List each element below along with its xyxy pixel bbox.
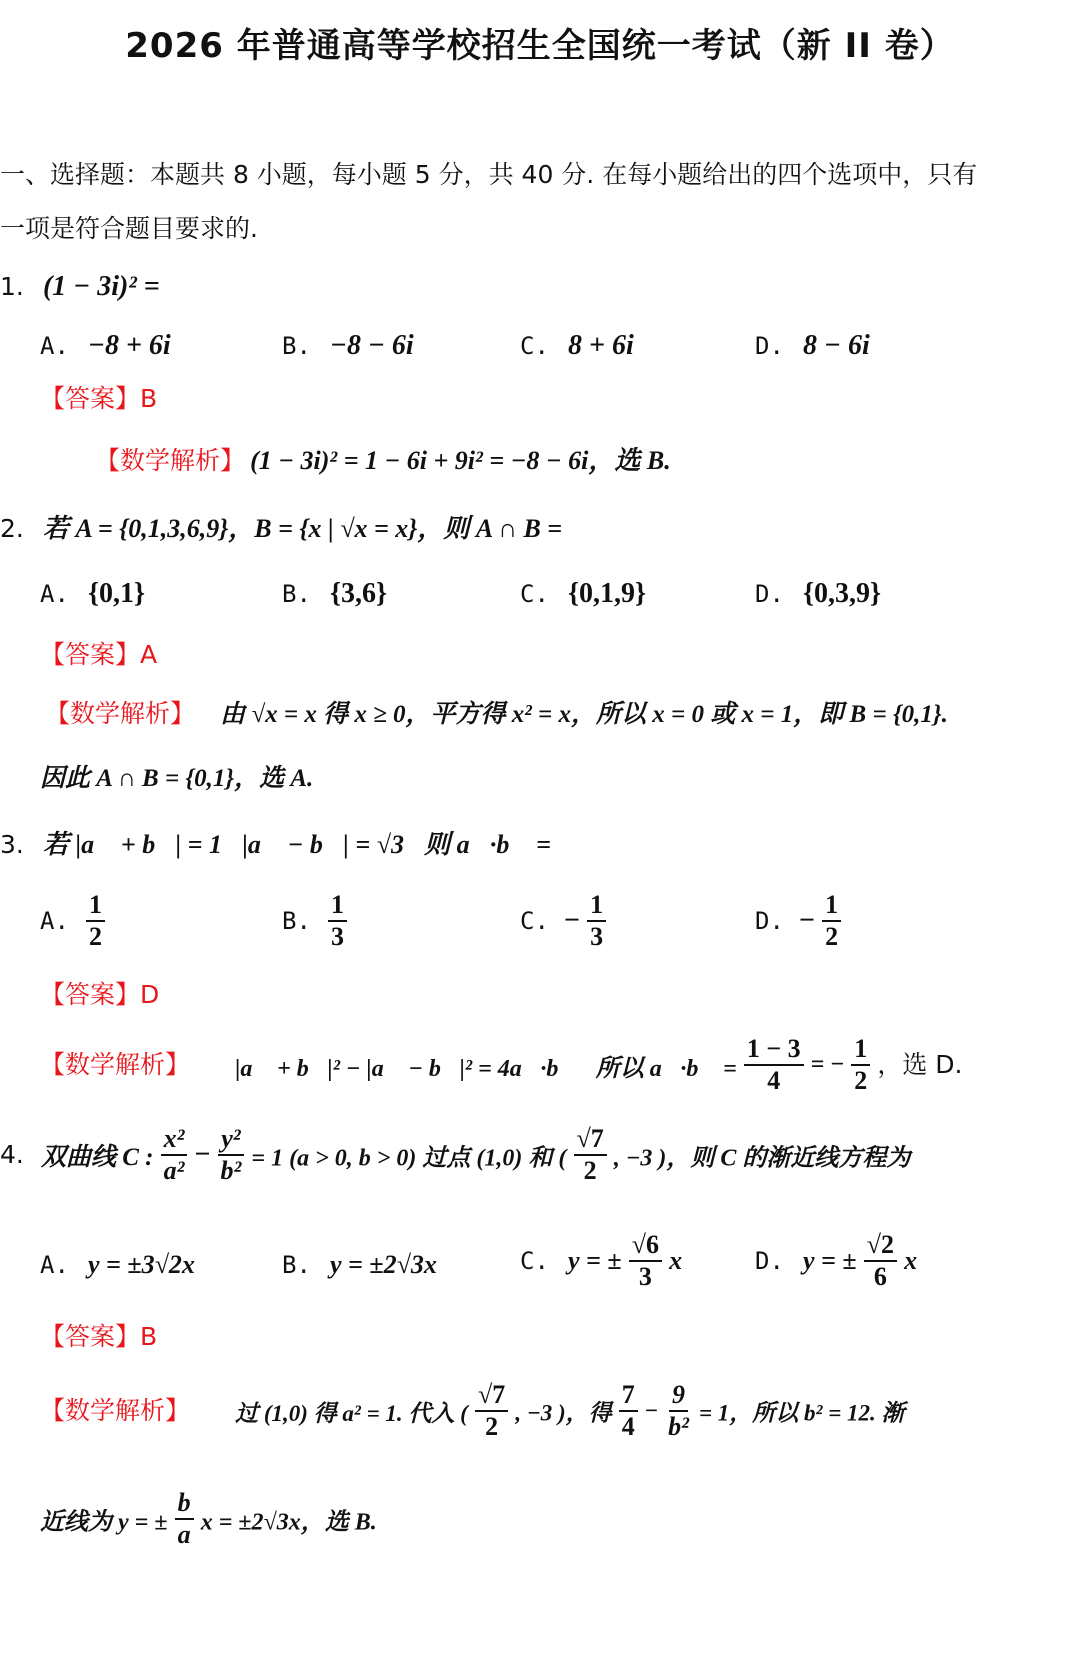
q1-analysis xyxy=(95,440,671,478)
q1-option-a[interactable] xyxy=(40,330,171,362)
option-text: 8 + 6i xyxy=(568,330,634,361)
analysis-operator: − xyxy=(644,1398,658,1423)
option-fraction xyxy=(587,890,606,952)
denominator: 4 xyxy=(767,1066,781,1095)
option-letter: A. xyxy=(40,580,69,608)
denominator: a xyxy=(177,1520,191,1549)
analysis-fraction xyxy=(619,1380,638,1442)
numerator: √6 xyxy=(629,1230,662,1262)
question-number: 1. xyxy=(0,272,24,301)
denominator: 2 xyxy=(485,1412,499,1441)
option-letter: B. xyxy=(282,907,311,935)
q3-answer xyxy=(40,978,159,1012)
option-text: x xyxy=(669,1246,683,1275)
analysis-text: = − xyxy=(810,1051,845,1078)
option-text: {0,1} xyxy=(88,578,146,609)
analysis-text: , −3 )，得 xyxy=(515,1400,612,1426)
numerator: 1 xyxy=(328,890,347,922)
option-sign: − xyxy=(564,905,580,936)
numerator: √7 xyxy=(475,1380,508,1412)
q2-answer xyxy=(40,638,157,672)
question-2 xyxy=(0,508,562,546)
option-letter: A. xyxy=(40,332,69,360)
question-stem: 若 A = {0,1,3,6,9}，B = {x | √x = x}，则 A ∩ B = xyxy=(42,514,563,543)
numerator: x² xyxy=(161,1124,188,1156)
denominator: 3 xyxy=(638,1262,652,1291)
question-stem: = 1 (a > 0, b > 0) 过点 (1,0) 和 ( xyxy=(251,1145,567,1172)
answer-label: 【答案】 xyxy=(40,980,141,1009)
denominator: b² xyxy=(668,1412,689,1441)
analysis-text: 近线为 y = ± xyxy=(40,1509,168,1536)
analysis-text: = 1，所以 b² = 12. 渐 xyxy=(698,1400,905,1426)
option-letter: A. xyxy=(40,1251,69,1279)
q3-option-b[interactable] xyxy=(282,890,349,952)
q4-option-c[interactable] xyxy=(520,1230,682,1292)
answer-label: 【答案】 xyxy=(40,640,141,669)
question-stem: , −3 )，则 C 的渐近线方程为 xyxy=(613,1145,911,1172)
q1-option-c[interactable] xyxy=(520,330,634,362)
stem-fraction xyxy=(161,1124,188,1186)
option-letter: D. xyxy=(755,907,784,935)
section-instructions-line2: 一项是符合题目要求的. xyxy=(0,214,258,243)
question-stem: (1 − 3i)² = xyxy=(42,271,160,302)
numerator: y² xyxy=(218,1124,243,1156)
option-letter: A. xyxy=(40,907,69,935)
analysis-text: x = ±2√3x，选 B. xyxy=(200,1509,377,1536)
numerator: 1 xyxy=(86,890,105,922)
q2-option-b[interactable] xyxy=(282,578,387,610)
option-text: −8 − 6i xyxy=(330,330,414,361)
question-stem: 若 |a⃗ + b⃗| = 1，|a⃗ − b⃗| = √3，则 a⃗·b⃗ = xyxy=(42,830,551,859)
option-text: y = ±3√2x xyxy=(88,1250,195,1279)
q4-option-d[interactable] xyxy=(755,1230,917,1292)
q2-analysis xyxy=(45,694,948,731)
answer-label: 【答案】 xyxy=(40,1322,141,1351)
option-fraction xyxy=(86,890,105,952)
denominator: 2 xyxy=(854,1066,868,1095)
option-text: y = ± xyxy=(568,1246,622,1275)
q4-option-b[interactable] xyxy=(282,1250,437,1280)
analysis-label: 【数学解析】 xyxy=(40,1050,191,1079)
option-letter: C. xyxy=(520,907,549,935)
denominator: 3 xyxy=(590,922,604,951)
q3-analysis xyxy=(40,1034,962,1096)
question-number: 3. xyxy=(0,830,24,859)
denominator: 2 xyxy=(825,922,839,951)
option-text: {3,6} xyxy=(330,578,388,609)
numerator: 9 xyxy=(669,1380,688,1412)
option-fraction xyxy=(822,890,841,952)
denominator: b² xyxy=(220,1156,242,1185)
q2-option-d[interactable] xyxy=(755,578,881,610)
denominator: a² xyxy=(163,1156,185,1185)
analysis-text: (1 − 3i)² = 1 − 6i + 9i² = −8 − 6i，选 B. xyxy=(250,446,671,475)
q3-option-a[interactable] xyxy=(40,890,107,952)
analysis-fraction xyxy=(851,1034,870,1096)
option-text: {0,3,9} xyxy=(803,578,882,609)
analysis-fraction xyxy=(475,1380,508,1442)
option-letter: B. xyxy=(282,1251,311,1279)
numerator: √7 xyxy=(574,1124,607,1156)
question-stem: 双曲线 C : xyxy=(40,1144,154,1171)
answer-value: A xyxy=(140,640,158,669)
option-sign: − xyxy=(799,905,815,936)
stem-fraction xyxy=(574,1124,607,1186)
q3-option-d[interactable] xyxy=(755,890,843,952)
option-text: 8 − 6i xyxy=(803,330,870,361)
option-fraction xyxy=(328,890,347,952)
answer-value: B xyxy=(140,384,158,413)
q4-analysis xyxy=(40,1380,905,1442)
q4-option-a[interactable] xyxy=(40,1250,195,1280)
option-text: −8 + 6i xyxy=(88,330,171,361)
answer-value: B xyxy=(140,1322,158,1351)
analysis-text: ，选 D. xyxy=(877,1050,963,1079)
denominator: 6 xyxy=(873,1262,887,1291)
numerator: 7 xyxy=(619,1380,638,1412)
option-fraction xyxy=(629,1230,662,1292)
option-letter: C. xyxy=(520,1247,549,1275)
q3-option-c[interactable] xyxy=(520,890,608,952)
analysis-label: 【数学解析】 xyxy=(45,699,196,728)
question-3 xyxy=(0,824,551,862)
numerator: 1 − 3 xyxy=(744,1034,804,1066)
denominator: 3 xyxy=(331,922,344,951)
stem-fraction xyxy=(218,1124,245,1186)
page-title: 2026 年普通高等学校招生全国统一考试（新 II 卷） xyxy=(125,26,955,66)
numerator: b xyxy=(175,1488,194,1520)
question-number: 4. xyxy=(0,1140,24,1169)
q4-answer xyxy=(40,1320,157,1354)
option-text: x xyxy=(904,1246,918,1275)
answer-label: 【答案】 xyxy=(40,384,141,413)
option-fraction xyxy=(864,1230,897,1292)
denominator: 4 xyxy=(621,1412,635,1441)
q2-option-a[interactable] xyxy=(40,578,145,610)
q4-analysis-cont xyxy=(40,1488,377,1550)
analysis-fraction xyxy=(665,1380,692,1442)
analysis-fraction xyxy=(744,1034,804,1096)
option-letter: D. xyxy=(755,580,784,608)
question-1 xyxy=(0,270,160,304)
analysis-fraction xyxy=(175,1488,194,1550)
option-letter: B. xyxy=(282,332,311,360)
question-number: 2. xyxy=(0,514,24,543)
section-instructions-line1: 一、选择题：本题共 8 小题，每小题 5 分，共 40 分. 在每小题给出的四个选项中，只有 xyxy=(0,160,978,189)
option-letter: C. xyxy=(520,580,549,608)
option-letter: D. xyxy=(755,332,784,360)
denominator: 2 xyxy=(583,1156,597,1185)
q1-option-d[interactable] xyxy=(755,330,870,362)
numerator: 1 xyxy=(851,1034,870,1066)
option-letter: B. xyxy=(282,580,311,608)
q2-analysis-cont xyxy=(40,758,313,794)
analysis-text: 因此 A ∩ B = {0,1}，选 A. xyxy=(40,765,314,792)
option-text: y = ±2√3x xyxy=(330,1250,437,1279)
option-letter: C. xyxy=(520,332,549,360)
denominator: 2 xyxy=(89,922,102,951)
numerator: √2 xyxy=(864,1230,897,1262)
stem-operator: − xyxy=(194,1139,211,1170)
analysis-text: |a⃗ + b⃗|² − |a⃗ − b⃗|² = 4a⃗·b⃗，所以 a⃗·b⃗ = xyxy=(235,1055,737,1082)
option-text: y = ± xyxy=(803,1246,857,1275)
analysis-text: 由 √x = x 得 x ≥ 0，平方得 x² = x，所以 x = 0 或 x = 1，即 B = {0,1}. xyxy=(220,701,948,728)
analysis-text: 过 (1,0) 得 a² = 1. 代入 ( xyxy=(235,1400,468,1426)
numerator: 1 xyxy=(587,890,606,922)
answer-value: D xyxy=(140,980,160,1009)
numerator: 1 xyxy=(822,890,841,922)
analysis-label: 【数学解析】 xyxy=(95,446,246,475)
option-text: {0,1,9} xyxy=(568,578,647,609)
q1-option-b[interactable] xyxy=(282,330,414,362)
q1-answer xyxy=(40,382,157,416)
analysis-label: 【数学解析】 xyxy=(40,1396,191,1425)
q2-option-c[interactable] xyxy=(520,578,646,610)
question-4 xyxy=(0,1124,910,1186)
option-letter: D. xyxy=(755,1247,784,1275)
